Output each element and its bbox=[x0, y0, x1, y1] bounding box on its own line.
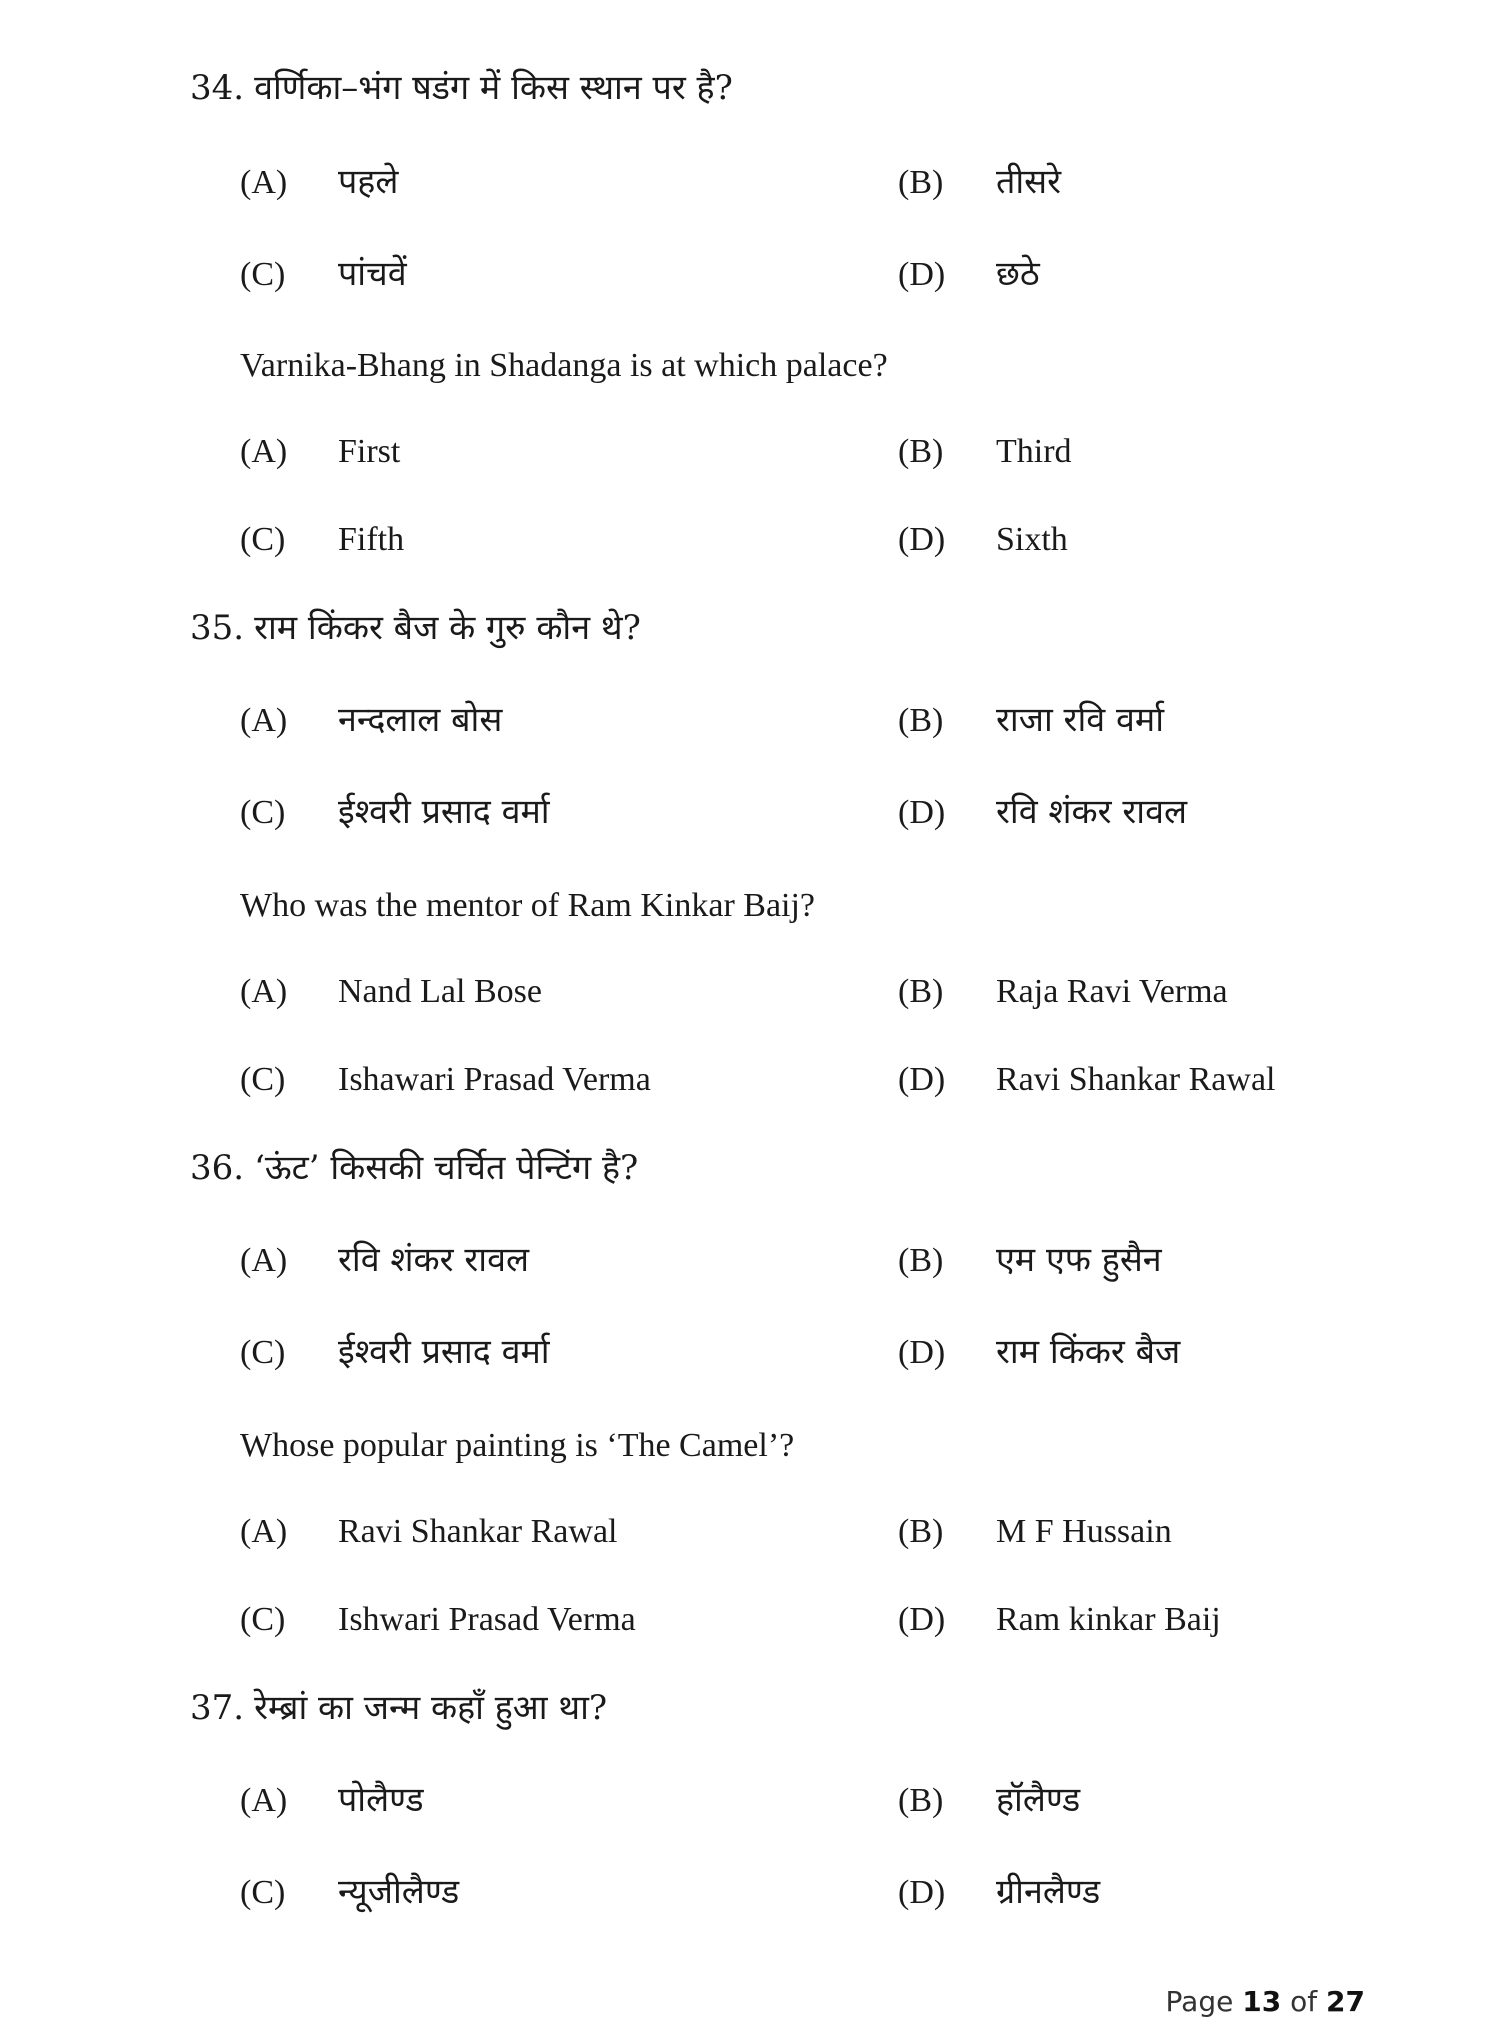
option-d: (D) Sixth bbox=[898, 521, 1068, 558]
question-text: वर्णिका–भंग षडंग में किस स्थान पर है? bbox=[254, 68, 733, 108]
option-c: (C) Fifth bbox=[240, 521, 405, 558]
option-a: (A) Ravi Shankar Rawal bbox=[240, 1513, 618, 1550]
question-34-hindi bbox=[190, 66, 733, 110]
question-37-hindi bbox=[190, 1686, 607, 1730]
question-text: ‘ऊंट’ किसकी चर्चित पेन्टिंग है? bbox=[254, 1148, 639, 1188]
option-a: (A) रवि शंकर रावल bbox=[240, 1240, 530, 1280]
question-number: 36. bbox=[190, 1148, 245, 1188]
question-35-hindi bbox=[190, 606, 641, 650]
option-c: (C) ईश्वरी प्रसाद वर्मा bbox=[240, 792, 550, 832]
option-b: (B) हॉलैण्ड bbox=[898, 1780, 1081, 1820]
question-34-english: Varnika-Bhang in Shadanga is at which palace? bbox=[240, 347, 888, 384]
option-b: (B) राजा रवि वर्मा bbox=[898, 700, 1165, 740]
option-c: (C) न्यूजीलैण्ड bbox=[240, 1872, 460, 1912]
option-c: (C) पांचवें bbox=[240, 254, 407, 294]
question-35-english: Who was the mentor of Ram Kinkar Baij? bbox=[240, 887, 816, 924]
question-36-hindi bbox=[190, 1146, 638, 1190]
option-b: (B) एम एफ हुसैन bbox=[898, 1240, 1162, 1280]
question-number: 34. bbox=[190, 68, 245, 108]
question-text: राम किंकर बैज के गुरु कौन थे? bbox=[254, 608, 641, 648]
question-number: 37. bbox=[190, 1688, 245, 1728]
question-36-english: Whose popular painting is ‘The Camel’? bbox=[240, 1427, 795, 1464]
option-a: (A) पोलैण्ड bbox=[240, 1780, 424, 1820]
option-a: (A) पहले bbox=[240, 162, 399, 202]
option-d: (D) Ravi Shankar Rawal bbox=[898, 1061, 1276, 1098]
option-d: (D) ग्रीनलैण्ड bbox=[898, 1872, 1101, 1912]
option-c: (C) Ishwari Prasad Verma bbox=[240, 1601, 636, 1638]
option-b: (B) तीसरे bbox=[898, 162, 1062, 202]
option-b: (B) Third bbox=[898, 433, 1072, 470]
option-d: (D) Ram kinkar Baij bbox=[898, 1601, 1221, 1638]
option-b: (B) M F Hussain bbox=[898, 1513, 1172, 1550]
option-c: (C) ईश्वरी प्रसाद वर्मा bbox=[240, 1332, 550, 1372]
page-number: Page 13 of 27 bbox=[1165, 1985, 1365, 2018]
option-d: (D) राम किंकर बैज bbox=[898, 1332, 1181, 1372]
question-text: रेम्ब्रां का जन्म कहाँ हुआ था? bbox=[254, 1688, 608, 1728]
option-a: (A) Nand Lal Bose bbox=[240, 973, 542, 1010]
question-number: 35. bbox=[190, 608, 245, 648]
option-c: (C) Ishawari Prasad Verma bbox=[240, 1061, 651, 1098]
option-b: (B) Raja Ravi Verma bbox=[898, 973, 1228, 1010]
option-d: (D) छठे bbox=[898, 254, 1040, 294]
option-d: (D) रवि शंकर रावल bbox=[898, 792, 1188, 832]
option-a: (A) First bbox=[240, 433, 401, 470]
option-a: (A) नन्दलाल बोस bbox=[240, 700, 503, 740]
